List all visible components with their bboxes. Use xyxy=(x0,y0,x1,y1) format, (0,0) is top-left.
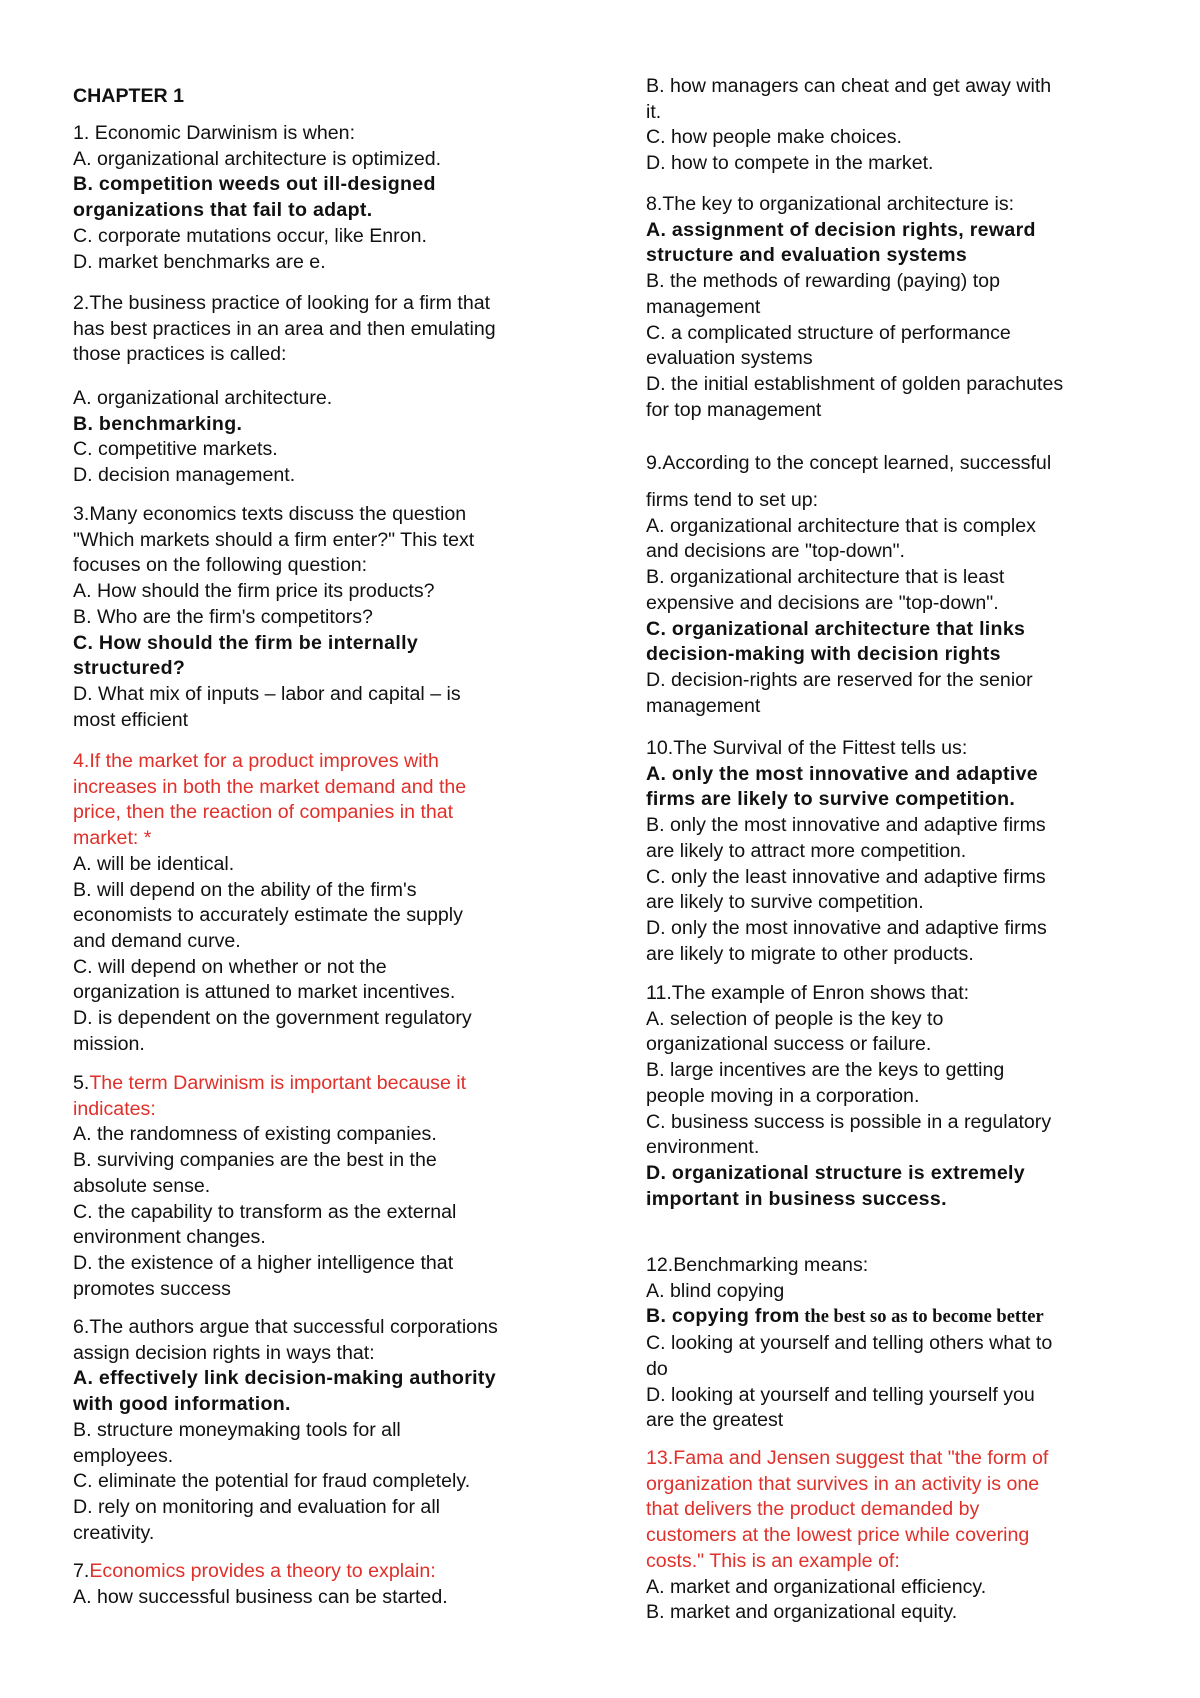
question-11-option-d: D. organizational structure is extremely xyxy=(646,1161,1025,1184)
question-7-continued xyxy=(646,74,1146,177)
question-11-option-a: A. selection of people is the key to xyxy=(646,1007,944,1030)
question-8-option-d: D. the initial establishment of golden parachutes xyxy=(646,372,1064,395)
question-12-stem: 12.Benchmarking means: xyxy=(646,1254,869,1276)
question-12-option-b-start: B. copying from xyxy=(646,1305,800,1328)
question-12 xyxy=(646,1253,1146,1434)
question-6-stem: 6.The authors argue that successful corporations xyxy=(73,1316,498,1338)
question-9-option-b: B. organizational architecture that is least xyxy=(646,566,1005,589)
question-9 xyxy=(646,488,1146,719)
question-12-option-d-cont: are the greatest xyxy=(646,1409,784,1432)
question-4-option-d-cont: mission. xyxy=(73,1032,145,1055)
question-10-option-a: A. only the most innovative and adaptive xyxy=(646,762,1038,785)
chapter-heading-block xyxy=(73,84,583,110)
question-5-option-c: C. the capability to transform as the external xyxy=(73,1200,457,1223)
question-4-stem: 4.If the market for a product improves with xyxy=(73,750,439,772)
question-6-stem-cont: assign decision rights in ways that: xyxy=(73,1341,375,1364)
question-1-option-b: B. competition weeds out ill-designed xyxy=(73,173,436,196)
question-6-option-d: D. rely on monitoring and evaluation for all xyxy=(73,1495,441,1518)
question-6-option-a: A. effectively link decision-making authority xyxy=(73,1367,496,1390)
question-13-stem-cont: costs." This is an example of: xyxy=(646,1549,900,1572)
question-13 xyxy=(646,1446,1146,1626)
question-4-stem-cont: increases in both the market demand and the xyxy=(73,775,467,798)
question-5-option-b: B. surviving companies are the best in the xyxy=(73,1149,437,1172)
question-2-stem-cont: has best practices in an area and then emulating xyxy=(73,317,496,340)
question-4-stem-cont: market: * xyxy=(73,827,152,850)
question-8-option-a: A. assignment of decision rights, reward xyxy=(646,218,1036,241)
question-10-option-d: D. only the most innovative and adaptive firms xyxy=(646,916,1047,939)
question-12-option-c: C. looking at yourself and telling others what to xyxy=(646,1332,1053,1355)
question-5-stem-text: The term Darwinism is important because it xyxy=(89,1072,467,1094)
question-4-option-d: D. is dependent on the government regulatory xyxy=(73,1007,472,1030)
question-2-stem-cont: those practices is called: xyxy=(73,343,287,366)
question-4 xyxy=(73,749,583,1057)
question-7-number: 7. xyxy=(73,1560,90,1582)
chapter-heading: CHAPTER 1 xyxy=(73,85,185,107)
question-8-option-c-cont: evaluation systems xyxy=(646,347,813,370)
question-13-stem-cont: customers at the lowest price while covering xyxy=(646,1524,1030,1547)
question-5-option-b-cont: absolute sense. xyxy=(73,1174,211,1197)
question-12-option-b-end: the best so as to become better xyxy=(799,1307,1044,1328)
question-2-option-d: D. decision management. xyxy=(73,464,296,487)
question-13-number: 13. xyxy=(646,1447,674,1469)
question-13-stem-cont: organization that survives in an activity is one xyxy=(646,1472,1040,1495)
question-11-option-b: B. large incentives are the keys to getting xyxy=(646,1059,1005,1082)
question-5-option-d: D. the existence of a higher intelligence that xyxy=(73,1251,454,1274)
question-8-option-b-cont: management xyxy=(646,295,761,318)
question-13-option-b: B. market and organizational equity. xyxy=(646,1601,958,1624)
question-3-option-c: C. How should the firm be internally xyxy=(73,631,419,654)
question-11-option-a-cont: organizational success or failure. xyxy=(646,1033,932,1056)
question-1-option-a: A. organizational architecture is optimized. xyxy=(73,147,442,170)
question-10-option-b: B. only the most innovative and adaptive firms xyxy=(646,814,1046,837)
question-9-option-c-cont: decision-making with decision rights xyxy=(646,643,1001,666)
question-10-option-c: C. only the least innovative and adaptive firms xyxy=(646,865,1046,888)
question-7-option-d: D. how to compete in the market. xyxy=(646,152,934,175)
question-3 xyxy=(73,502,583,733)
question-7-stem xyxy=(73,1559,583,1585)
question-7-option-a: A. how successful business can be started. xyxy=(73,1585,448,1608)
question-3-stem-cont: "Which markets should a firm enter?" This text xyxy=(73,528,475,551)
question-10 xyxy=(646,736,1146,967)
question-2-option-c: C. competitive markets. xyxy=(73,438,278,461)
question-3-option-c-cont: structured? xyxy=(73,657,186,680)
question-8-option-b: B. the methods of rewarding (paying) top xyxy=(646,270,1000,293)
question-5-option-d-cont: promotes success xyxy=(73,1277,231,1300)
question-8-option-a-cont: structure and evaluation systems xyxy=(646,244,968,267)
question-12-option-a: A. blind copying xyxy=(646,1279,785,1302)
question-9-stem-cont: firms tend to set up: xyxy=(646,489,819,511)
question-6-option-d-cont: creativity. xyxy=(73,1521,155,1544)
question-4-option-b-cont: economists to accurately estimate the supply xyxy=(73,904,463,927)
question-11 xyxy=(646,981,1146,1212)
question-9-option-d-cont: management xyxy=(646,694,761,717)
question-1-option-b-cont: organizations that fail to adapt. xyxy=(73,199,373,222)
question-10-option-a-cont: firms are likely to survive competition. xyxy=(646,788,1016,811)
question-1-stem: 1. Economic Darwinism is when: xyxy=(73,122,356,144)
question-7-option-b: B. how managers can cheat and get away with xyxy=(646,75,1052,97)
question-3-option-a: A. How should the firm price its products? xyxy=(73,580,435,603)
question-1-option-c: C. corporate mutations occur, like Enron. xyxy=(73,224,427,247)
question-5-option-c-cont: environment changes. xyxy=(73,1226,266,1249)
question-10-option-b-cont: are likely to attract more competition. xyxy=(646,839,967,862)
question-5-option-a: A. the randomness of existing companies. xyxy=(73,1123,437,1146)
question-7-stem-text: Economics provides a theory to explain: xyxy=(89,1560,436,1582)
question-8-option-d-cont: for top management xyxy=(646,398,822,421)
question-7-option-c: C. how people make choices. xyxy=(646,126,902,149)
question-4-stem-cont: price, then the reaction of companies in that xyxy=(73,801,454,824)
question-2-stem: 2.The business practice of looking for a firm that xyxy=(73,292,491,314)
question-4-option-a: A. will be identical. xyxy=(73,852,235,875)
question-9-option-c: C. organizational architecture that links xyxy=(646,617,1026,640)
question-6-option-a-cont: with good information. xyxy=(73,1393,291,1416)
question-9-option-a-cont: and decisions are "top-down". xyxy=(646,540,905,563)
question-10-stem: 10.The Survival of the Fittest tells us: xyxy=(646,737,968,759)
question-3-stem: 3.Many economics texts discuss the question xyxy=(73,503,467,525)
question-6-option-b-cont: employees. xyxy=(73,1444,174,1467)
question-12-option-c-cont: do xyxy=(646,1357,668,1380)
question-6-option-c: C. eliminate the potential for fraud completely. xyxy=(73,1470,471,1493)
question-11-option-c-cont: environment. xyxy=(646,1136,760,1159)
question-9-stem: 9.According to the concept learned, successful xyxy=(646,452,1052,474)
question-8-stem: 8.The key to organizational architecture is: xyxy=(646,193,1015,215)
question-8-option-c: C. a complicated structure of performance xyxy=(646,321,1011,344)
question-6-option-b: B. structure moneymaking tools for all xyxy=(73,1418,401,1441)
question-9-heading xyxy=(646,451,1146,477)
question-1-option-d: D. market benchmarks are e. xyxy=(73,250,326,273)
question-5-stem xyxy=(73,1071,583,1097)
question-4-option-c-cont: organization is attuned to market incentives. xyxy=(73,981,456,1004)
question-7 xyxy=(73,1559,583,1610)
question-7-option-b-cont: it. xyxy=(646,100,662,123)
question-10-option-c-cont: are likely to survive competition. xyxy=(646,891,924,914)
question-3-option-d: D. What mix of inputs – labor and capital – is xyxy=(73,682,461,705)
question-2-options xyxy=(73,386,583,489)
question-13-stem-cont: that delivers the product demanded by xyxy=(646,1498,980,1521)
question-6 xyxy=(73,1315,583,1546)
question-13-stem xyxy=(646,1446,1146,1472)
question-8 xyxy=(646,192,1146,423)
question-13-option-a: A. market and organizational efficiency. xyxy=(646,1575,987,1598)
question-9-option-b-cont: expensive and decisions are "top-down". xyxy=(646,591,999,614)
question-9-option-a: A. organizational architecture that is complex xyxy=(646,514,1036,537)
question-2-option-b: B. benchmarking. xyxy=(73,412,243,435)
question-11-stem: 11.The example of Enron shows that: xyxy=(646,982,970,1004)
question-12-option-b xyxy=(646,1304,1146,1331)
question-2 xyxy=(73,291,583,368)
question-9-option-d: D. decision-rights are reserved for the senior xyxy=(646,668,1033,691)
question-3-option-d-cont: most efficient xyxy=(73,708,189,731)
question-11-option-b-cont: people moving in a corporation. xyxy=(646,1084,920,1107)
question-11-option-c: C. business success is possible in a regulatory xyxy=(646,1110,1052,1133)
question-11-option-d-cont: important in business success. xyxy=(646,1187,947,1210)
question-4-option-b: B. will depend on the ability of the firm's xyxy=(73,878,417,901)
question-4-option-b-cont: and demand curve. xyxy=(73,929,241,952)
question-12-option-d: D. looking at yourself and telling yourself you xyxy=(646,1383,1035,1406)
question-4-option-c: C. will depend on whether or not the xyxy=(73,955,387,978)
question-10-option-d-cont: are likely to migrate to other products. xyxy=(646,942,974,965)
question-1 xyxy=(73,121,583,275)
question-5-number: 5. xyxy=(73,1072,90,1094)
question-3-stem-cont: focuses on the following question: xyxy=(73,554,368,577)
question-2-option-a: A. organizational architecture. xyxy=(73,387,333,409)
question-13-stem-text: Fama and Jensen suggest that "the form of xyxy=(673,1447,1049,1469)
question-5-stem-cont: indicates: xyxy=(73,1097,156,1120)
question-5 xyxy=(73,1071,583,1302)
question-3-option-b: B. Who are the firm's competitors? xyxy=(73,605,373,628)
